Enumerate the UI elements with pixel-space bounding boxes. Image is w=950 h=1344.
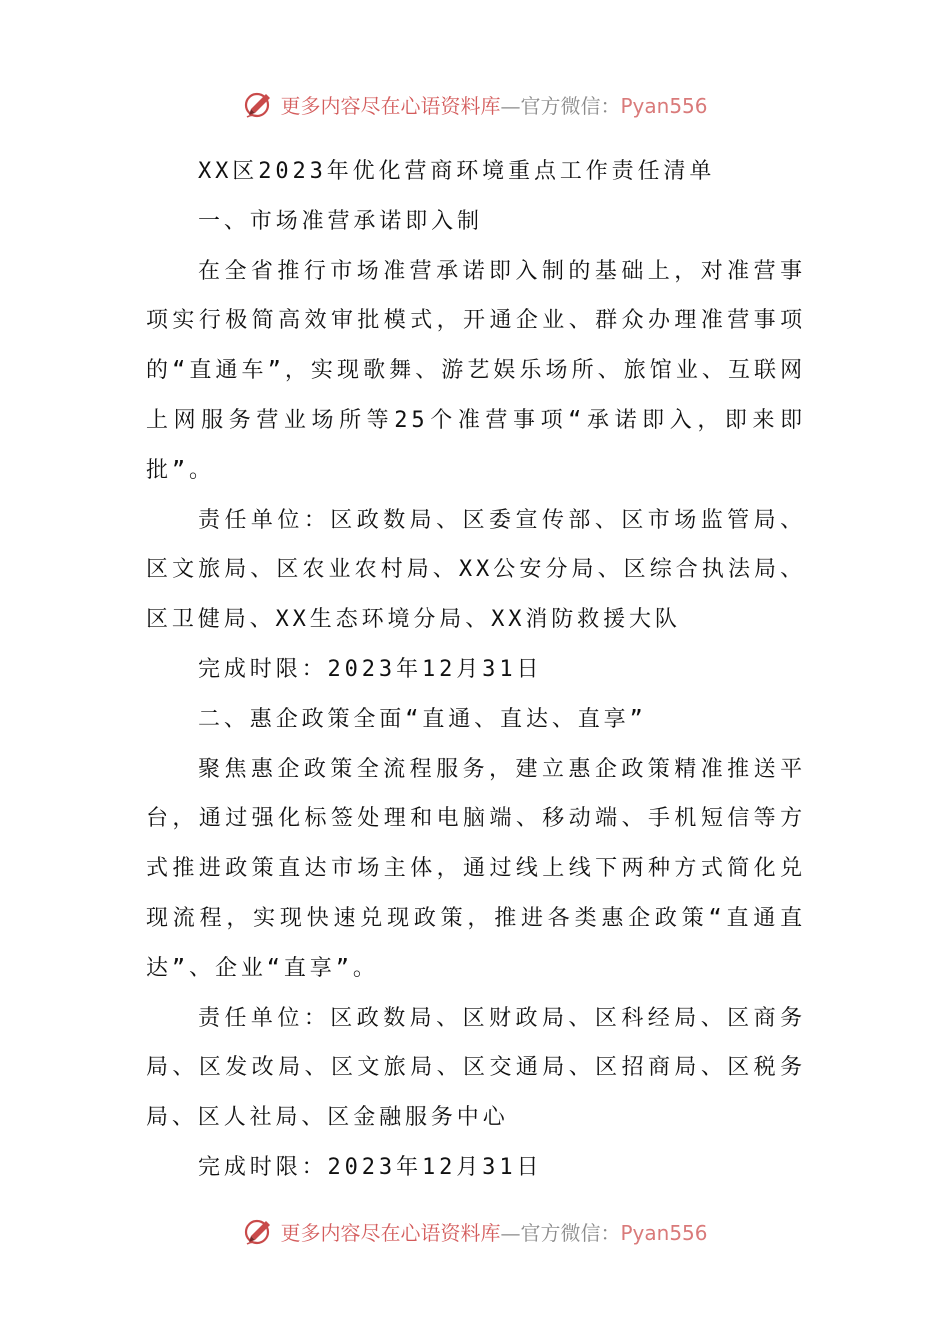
section-body-1: 在全省推行市场准营承诺即入制的基础上，对准营事项实行极简高效审批模式，开通企业、群众办理准营事项的“直通车”，实现歌舞、游艺娱乐场所、旅馆业、互联网上网服务营业场所等25个准营事项“承诺即入，即来即批”。 [146,258,806,483]
section-deadline-1: 完成时限：2023年12月31日 [198,656,543,682]
watermark-banner-top [0,84,950,124]
section-deadline-2: 完成时限：2023年12月31日 [198,1154,543,1180]
section-heading-1: 一、市场准营承诺即入制 [198,208,483,234]
watermark-banner-bottom [0,1211,950,1251]
watermark-text: 更多内容尽在心语资料库—官方微信：Pyan556 [280,1220,708,1245]
pen-in-circle-logo-icon [242,1214,276,1248]
section-responsible-2: 责任单位：区政数局、区财政局、区科经局、区商务局、区发改局、区文旅局、区交通局、区招商局、区税务局、区人社局、区金融服务中心 [146,1005,806,1131]
section-body-2: 聚焦惠企政策全流程服务，建立惠企政策精准推送平台，通过强化标签处理和电脑端、移动端、手机短信等方式推进政策直达市场主体，通过线上线下两种方式简化兑现流程，实现快速兑现政策，推进各类惠企政策“直通直达”、企业“直享”。 [146,756,806,981]
section-responsible-1: 责任单位：区政数局、区委宣传部、区市场监管局、区文旅局、区农业农村局、XX公安分局、区综合执法局、区卫健局、XX生态环境分局、XX消防救援大队 [146,507,806,633]
pen-in-circle-logo-icon [242,87,276,121]
document-body [146,147,806,1193]
watermark-text: 更多内容尽在心语资料库—官方微信：Pyan556 [280,93,708,118]
section-heading-2: 二、惠企政策全面“直通、直达、直享” [198,706,647,732]
document-title: XX区2023年优化营商环境重点工作责任清单 [198,159,716,184]
